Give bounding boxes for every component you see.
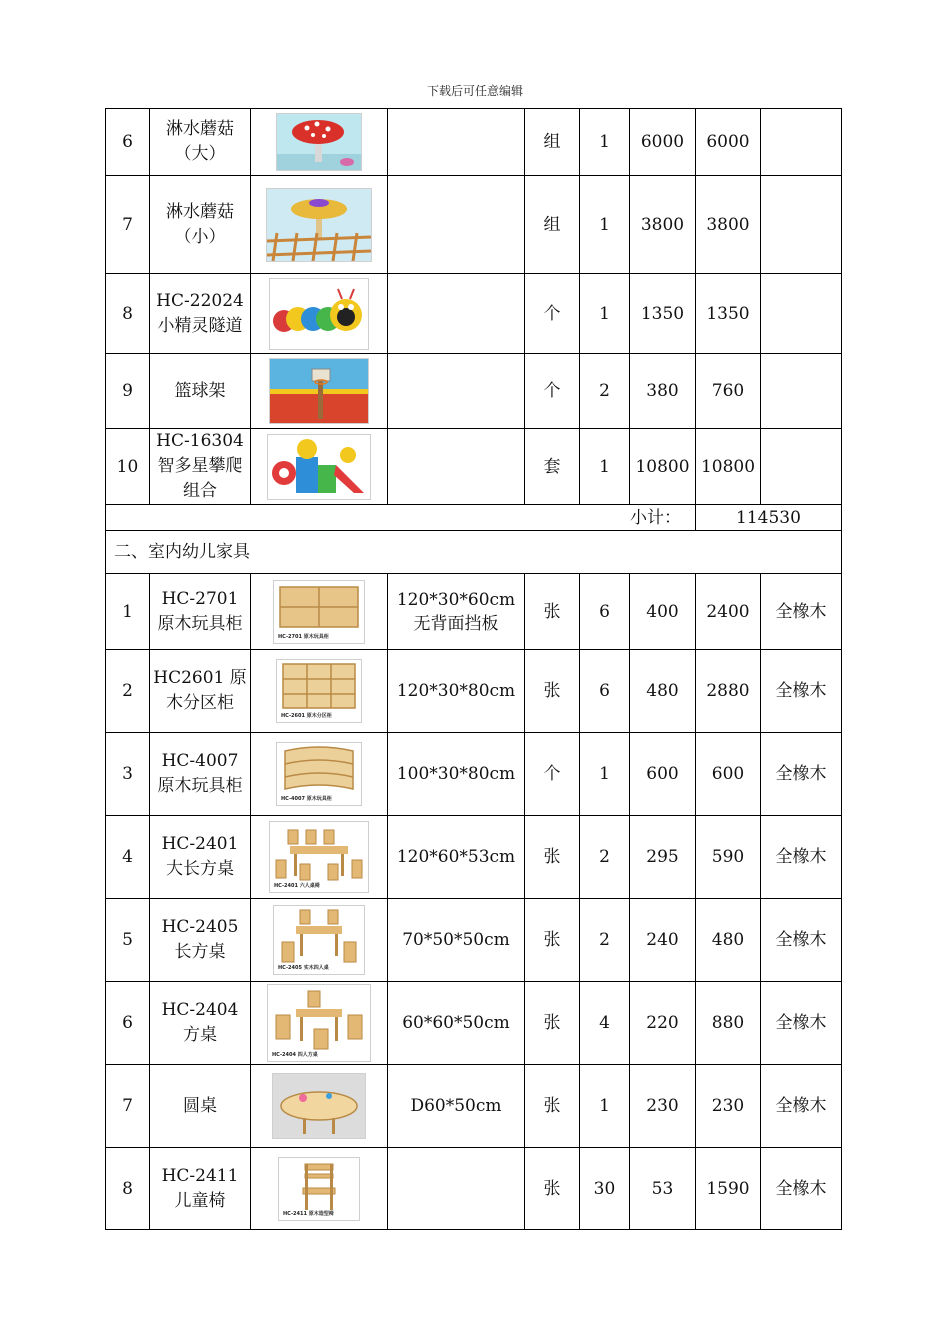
item-photo [251,429,388,505]
item-unit: 套 [525,429,580,505]
item-total: 1350 [696,274,761,354]
item-photo [251,176,388,274]
item-qty: 30 [580,1148,630,1230]
item-name: 篮球架 [150,354,251,429]
item-photo [251,274,388,354]
item-spec: D60*50cm [388,1065,525,1148]
mushroom-large-image [276,113,362,171]
item-name: HC-2411 儿童椅 [150,1148,251,1230]
item-unit: 组 [525,176,580,274]
item-qty: 6 [580,574,630,650]
subtotal-value: 114530 [696,505,842,531]
item-price: 600 [630,733,696,816]
item-total: 590 [696,816,761,899]
item-photo [251,899,388,982]
image-caption: HC-2411 原木造型椅 [283,1210,334,1217]
item-material: 全橡木 [761,982,842,1065]
rect-table-image [273,905,365,975]
child-chair-image [278,1157,360,1221]
item-unit: 张 [525,574,580,650]
item-name: HC-2401 大长方桌 [150,816,251,899]
item-photo [251,816,388,899]
item-price: 295 [630,816,696,899]
row-number: 6 [106,982,150,1065]
zone-cabinet-image [276,659,362,723]
table-row [106,574,842,650]
toy-cabinet-image [273,580,365,644]
caterpillar-tunnel-image [269,278,369,350]
item-spec [388,109,525,176]
item-qty: 2 [580,899,630,982]
section-title: 二、室内幼儿家具 [106,531,842,574]
item-spec [388,354,525,429]
mushroom-small-image [266,188,372,262]
item-material: 全橡木 [761,1065,842,1148]
item-material: 全橡木 [761,899,842,982]
item-total: 3800 [696,176,761,274]
item-total: 230 [696,1065,761,1148]
item-qty: 1 [580,109,630,176]
item-price: 480 [630,650,696,733]
item-price: 53 [630,1148,696,1230]
item-spec [388,1148,525,1230]
item-name: HC-22024 小精灵隧道 [150,274,251,354]
table-row [106,899,842,982]
item-price: 230 [630,1065,696,1148]
table-row [106,429,842,505]
item-qty: 4 [580,982,630,1065]
subtotal-row [106,505,842,531]
item-price: 400 [630,574,696,650]
item-material: 全橡木 [761,1148,842,1230]
table-row [106,1148,842,1230]
item-total: 2880 [696,650,761,733]
item-price: 10800 [630,429,696,505]
item-material [761,274,842,354]
item-unit: 张 [525,1148,580,1230]
item-unit: 个 [525,354,580,429]
item-qty: 2 [580,354,630,429]
item-name: HC-4007 原木玩具柜 [150,733,251,816]
table-row [106,650,842,733]
item-photo [251,982,388,1065]
table-row [106,1065,842,1148]
item-name: 淋水蘑菇（大） [150,109,251,176]
curved-cabinet-image [276,742,362,806]
item-unit: 张 [525,1065,580,1148]
table-row [106,733,842,816]
row-number: 7 [106,176,150,274]
item-unit: 张 [525,982,580,1065]
row-number: 1 [106,574,150,650]
item-material [761,429,842,505]
item-total: 600 [696,733,761,816]
item-spec [388,176,525,274]
item-material [761,176,842,274]
page-header: 下载后可任意编辑 [426,84,523,98]
item-spec [388,429,525,505]
climbing-set-image [267,434,371,500]
table-row [106,109,842,176]
price-table [105,108,842,1230]
image-caption: HC-2405 实木四人桌 [278,965,329,971]
basketball-stand-image [269,358,369,424]
item-photo [251,1148,388,1230]
item-price: 1350 [630,274,696,354]
subtotal-label: 小计： [106,505,696,531]
item-price: 3800 [630,176,696,274]
item-spec: 120*30*60cm 无背面挡板 [388,574,525,650]
item-qty: 1 [580,176,630,274]
item-spec: 120*30*80cm [388,650,525,733]
item-price: 240 [630,899,696,982]
item-name: 淋水蘑菇（小） [150,176,251,274]
round-table-image [272,1073,366,1139]
row-number: 2 [106,650,150,733]
item-qty: 1 [580,733,630,816]
item-name: 圆桌 [150,1065,251,1148]
item-photo [251,650,388,733]
table-row [106,274,842,354]
item-qty: 2 [580,816,630,899]
item-unit: 个 [525,733,580,816]
row-number: 9 [106,354,150,429]
item-material: 全橡木 [761,816,842,899]
image-caption: HC-4007 原木玩具柜 [281,796,332,802]
item-qty: 1 [580,274,630,354]
item-material [761,354,842,429]
item-photo [251,1065,388,1148]
item-name: HC2601 原木分区柜 [150,650,251,733]
item-spec: 100*30*80cm [388,733,525,816]
item-name: HC-16304 智多星攀爬组合 [150,429,251,505]
section-header-row [106,531,842,574]
item-qty: 1 [580,429,630,505]
table-row [106,816,842,899]
item-total: 1590 [696,1148,761,1230]
table-row [106,982,842,1065]
item-price: 220 [630,982,696,1065]
row-number: 6 [106,109,150,176]
item-unit: 张 [525,816,580,899]
table-row [106,354,842,429]
image-caption: HC-2404 四人方桌 [272,1052,318,1058]
item-name: HC-2701 原木玩具柜 [150,574,251,650]
image-caption: HC-2601 原木分区柜 [281,713,332,719]
item-unit: 组 [525,109,580,176]
row-number: 8 [106,274,150,354]
item-price: 380 [630,354,696,429]
row-number: 7 [106,1065,150,1148]
item-material [761,109,842,176]
item-name: HC-2404 方桌 [150,982,251,1065]
item-name: HC-2405 长方桌 [150,899,251,982]
item-photo [251,574,388,650]
row-number: 3 [106,733,150,816]
row-number: 5 [106,899,150,982]
item-unit: 张 [525,899,580,982]
item-unit: 张 [525,650,580,733]
item-unit: 个 [525,274,580,354]
item-total: 10800 [696,429,761,505]
item-photo [251,733,388,816]
row-number: 10 [106,429,150,505]
square-table-image [267,984,371,1062]
item-material: 全橡木 [761,733,842,816]
item-material: 全橡木 [761,650,842,733]
table-row [106,176,842,274]
item-material: 全橡木 [761,574,842,650]
item-total: 6000 [696,109,761,176]
row-number: 8 [106,1148,150,1230]
row-number: 4 [106,816,150,899]
item-spec: 120*60*53cm [388,816,525,899]
item-spec [388,274,525,354]
item-spec: 60*60*50cm [388,982,525,1065]
item-price: 6000 [630,109,696,176]
long-table-image [269,821,369,893]
item-total: 480 [696,899,761,982]
item-photo [251,109,388,176]
item-qty: 1 [580,1065,630,1148]
item-total: 880 [696,982,761,1065]
image-caption: HC-2701 原木玩具柜 [278,633,329,640]
item-total: 760 [696,354,761,429]
item-photo [251,354,388,429]
item-qty: 6 [580,650,630,733]
image-caption: HC-2401 六人桌椅 [274,883,320,889]
item-total: 2400 [696,574,761,650]
item-spec: 70*50*50cm [388,899,525,982]
